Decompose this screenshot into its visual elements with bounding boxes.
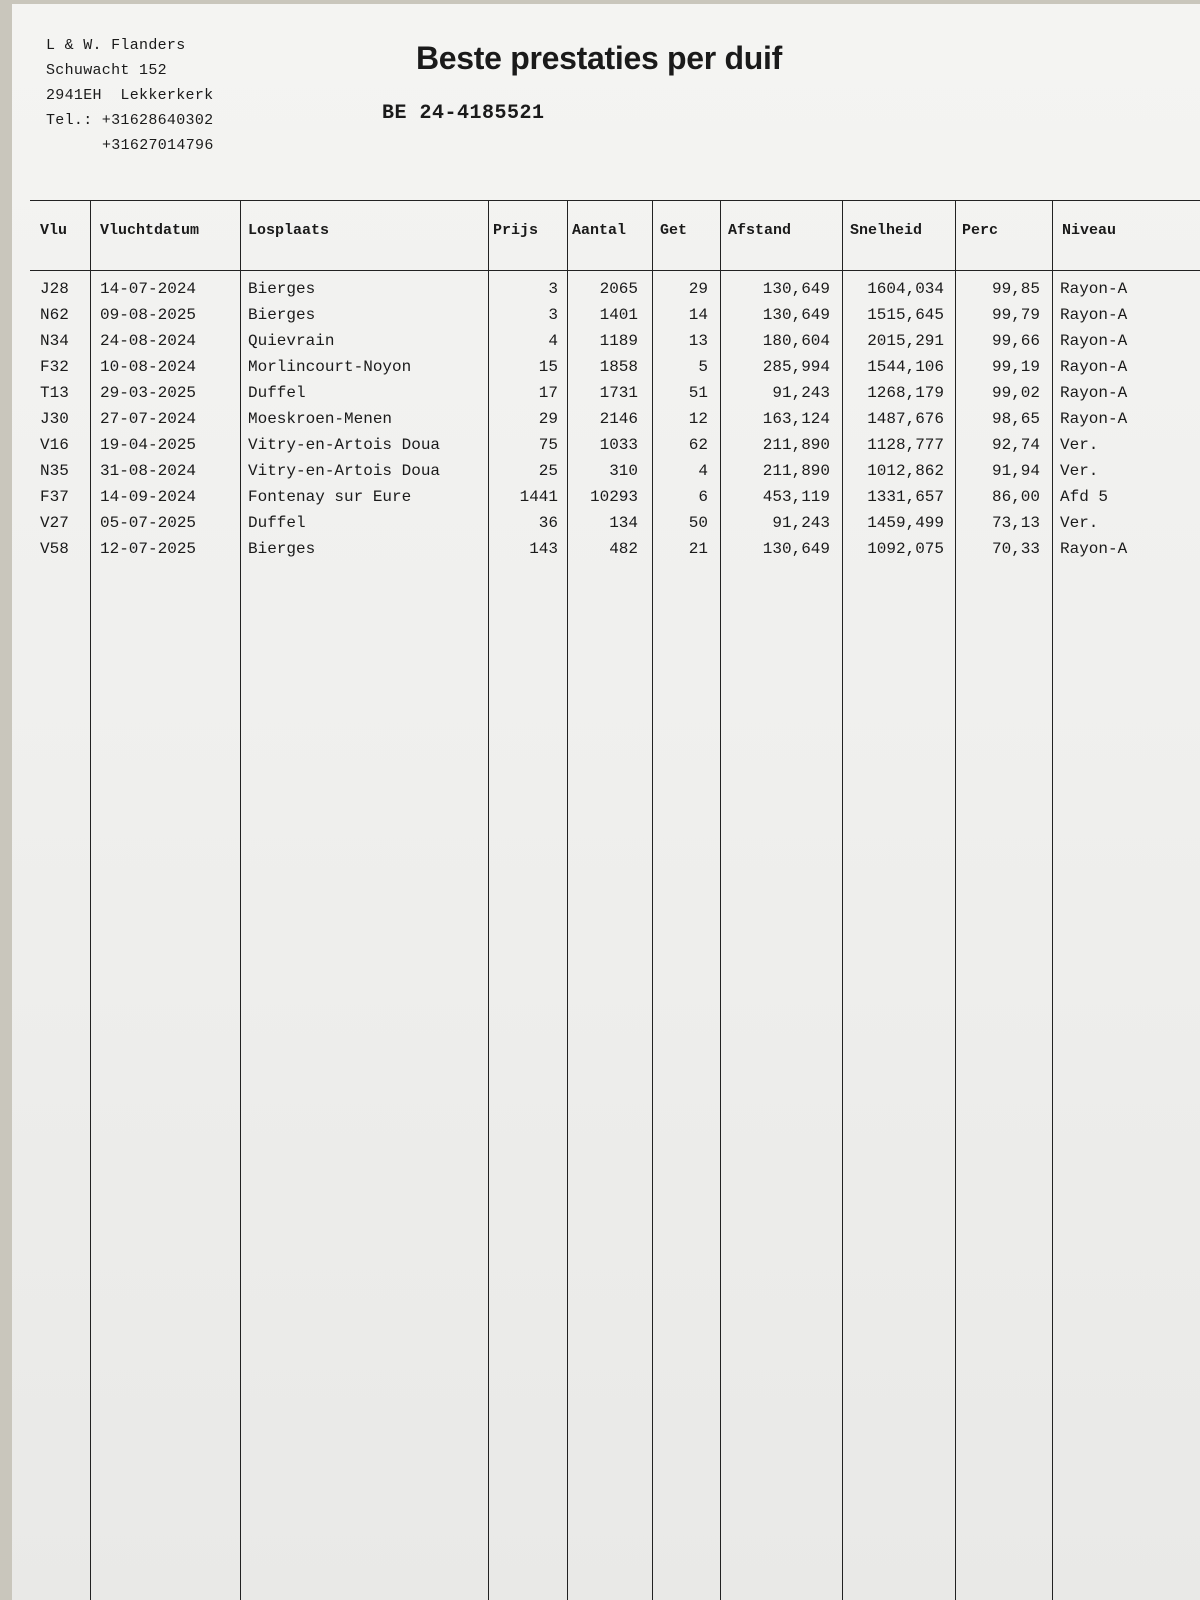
cell-afstand: 130,649	[762, 540, 830, 558]
cell-aantal: 310	[609, 462, 638, 480]
cell-aantal: 1401	[599, 306, 638, 324]
table-row	[30, 406, 1200, 432]
cell-afstand: 453,119	[762, 488, 830, 506]
cell-snelheid: 1128,777	[867, 436, 944, 454]
cell-perc: 73,13	[991, 514, 1040, 532]
cell-vlu: V16	[40, 436, 69, 454]
cell-snelheid: 1604,034	[867, 280, 944, 298]
cell-prijs: 29	[538, 410, 558, 428]
cell-afstand: 211,890	[762, 436, 830, 454]
cell-get: 6	[698, 488, 708, 506]
sender-address	[46, 33, 214, 158]
cell-afstand: 163,124	[762, 410, 830, 428]
cell-aantal: 134	[609, 514, 638, 532]
cell-prijs: 36	[538, 514, 558, 532]
cell-get: 29	[688, 280, 708, 298]
cell-perc: 86,00	[991, 488, 1040, 506]
cell-aantal: 1189	[599, 332, 638, 350]
cell-vlu: F32	[40, 358, 69, 376]
cell-niveau: Afd 5	[1060, 488, 1109, 506]
cell-niveau: Rayon-A	[1060, 280, 1128, 298]
cell-perc: 99,66	[991, 332, 1040, 350]
cell-prijs: 75	[538, 436, 558, 454]
cell-losplaats: Duffel	[248, 384, 306, 402]
cell-niveau: Rayon-A	[1060, 358, 1128, 376]
cell-perc: 99,02	[991, 384, 1040, 402]
cell-get: 13	[688, 332, 708, 350]
cell-aantal: 1033	[599, 436, 638, 454]
header-vluchtdatum: Vluchtdatum	[100, 222, 200, 239]
table-row	[30, 354, 1200, 380]
cell-snelheid: 1515,645	[867, 306, 944, 324]
cell-losplaats: Vitry-en-Artois Doua	[248, 436, 441, 454]
table-row	[30, 458, 1200, 484]
cell-prijs: 17	[538, 384, 558, 402]
cell-perc: 91,94	[991, 462, 1040, 480]
cell-get: 50	[688, 514, 708, 532]
header-rule	[30, 270, 1200, 271]
cell-date: 24-08-2024	[100, 332, 197, 350]
table-row	[30, 380, 1200, 406]
cell-perc: 92,74	[991, 436, 1040, 454]
cell-niveau: Rayon-A	[1060, 306, 1128, 324]
header-snelheid: Snelheid	[850, 222, 923, 239]
table-row	[30, 510, 1200, 536]
sender-phone-2: +31627014796	[102, 137, 214, 154]
cell-prijs: 25	[538, 462, 558, 480]
cell-niveau: Rayon-A	[1060, 410, 1128, 428]
header-afstand: Afstand	[728, 222, 792, 239]
cell-snelheid: 1487,676	[867, 410, 944, 428]
table-row	[30, 302, 1200, 328]
cell-perc: 99,85	[991, 280, 1040, 298]
cell-aantal: 1858	[599, 358, 638, 376]
cell-losplaats: Quievrain	[248, 332, 335, 350]
cell-snelheid: 2015,291	[867, 332, 944, 350]
sender-name: L & W. Flanders	[46, 37, 186, 54]
cell-niveau: Rayon-A	[1060, 540, 1128, 558]
cell-vlu: F37	[40, 488, 69, 506]
cell-afstand: 91,243	[772, 514, 830, 532]
cell-niveau: Ver.	[1060, 436, 1099, 454]
cell-snelheid: 1459,499	[867, 514, 944, 532]
cell-date: 29-03-2025	[100, 384, 197, 402]
cell-losplaats: Bierges	[248, 280, 316, 298]
cell-perc: 98,65	[991, 410, 1040, 428]
header-prijs: Prijs	[493, 222, 539, 239]
cell-losplaats: Morlincourt-Noyon	[248, 358, 412, 376]
header-get: Get	[660, 222, 688, 239]
cell-afstand: 130,649	[762, 280, 830, 298]
cell-losplaats: Bierges	[248, 540, 316, 558]
sender-city: 2941EH Lekkerkerk	[46, 87, 214, 104]
cell-date: 14-09-2024	[100, 488, 197, 506]
cell-aantal: 482	[609, 540, 638, 558]
cell-snelheid: 1012,862	[867, 462, 944, 480]
cell-date: 14-07-2024	[100, 280, 197, 298]
cell-vlu: V27	[40, 514, 69, 532]
cell-vlu: J28	[40, 280, 69, 298]
cell-prijs: 1441	[519, 488, 558, 506]
cell-date: 27-07-2024	[100, 410, 197, 428]
sender-phone: Tel.: +31628640302	[46, 112, 214, 129]
cell-vlu: V58	[40, 540, 69, 558]
cell-date: 12-07-2025	[100, 540, 197, 558]
cell-snelheid: 1331,657	[867, 488, 944, 506]
cell-vlu: T13	[40, 384, 69, 402]
cell-losplaats: Moeskroen-Menen	[248, 410, 393, 428]
cell-vlu: J30	[40, 410, 69, 428]
cell-perc: 99,79	[991, 306, 1040, 324]
cell-aantal: 1731	[599, 384, 638, 402]
cell-prijs: 143	[529, 540, 558, 558]
cell-perc: 99,19	[991, 358, 1040, 376]
cell-perc: 70,33	[991, 540, 1040, 558]
cell-niveau: Ver.	[1060, 514, 1099, 532]
table-row	[30, 536, 1200, 562]
cell-prijs: 4	[548, 332, 558, 350]
cell-losplaats: Duffel	[248, 514, 306, 532]
cell-aantal: 2065	[599, 280, 638, 298]
cell-aantal: 10293	[589, 488, 638, 506]
table-row	[30, 432, 1200, 458]
cell-date: 31-08-2024	[100, 462, 197, 480]
cell-date: 10-08-2024	[100, 358, 197, 376]
cell-losplaats: Bierges	[248, 306, 316, 324]
cell-get: 14	[688, 306, 708, 324]
cell-snelheid: 1092,075	[867, 540, 944, 558]
cell-afstand: 285,994	[762, 358, 830, 376]
cell-afstand: 130,649	[762, 306, 830, 324]
cell-snelheid: 1544,106	[867, 358, 944, 376]
cell-losplaats: Vitry-en-Artois Doua	[248, 462, 441, 480]
cell-vlu: N34	[40, 332, 69, 350]
cell-snelheid: 1268,179	[867, 384, 944, 402]
header-aantal: Aantal	[572, 222, 627, 239]
ring-number: BE 24-4185521	[382, 102, 545, 125]
cell-get: 5	[698, 358, 708, 376]
cell-date: 19-04-2025	[100, 436, 197, 454]
cell-prijs: 3	[548, 280, 558, 298]
table-top-rule	[30, 200, 1200, 201]
table-row	[30, 328, 1200, 354]
cell-niveau: Rayon-A	[1060, 332, 1128, 350]
table-row	[30, 276, 1200, 302]
results-table	[30, 200, 1200, 1600]
header-perc: Perc	[962, 222, 999, 239]
cell-get: 62	[688, 436, 708, 454]
cell-niveau: Rayon-A	[1060, 384, 1128, 402]
cell-date: 05-07-2025	[100, 514, 197, 532]
cell-afstand: 211,890	[762, 462, 830, 480]
cell-date: 09-08-2025	[100, 306, 197, 324]
cell-aantal: 2146	[599, 410, 638, 428]
cell-get: 4	[698, 462, 708, 480]
header-losplaats: Losplaats	[248, 222, 330, 239]
cell-afstand: 180,604	[762, 332, 830, 350]
header-niveau: Niveau	[1062, 222, 1117, 239]
cell-get: 51	[688, 384, 708, 402]
cell-niveau: Ver.	[1060, 462, 1099, 480]
table-row	[30, 484, 1200, 510]
cell-get: 12	[688, 410, 708, 428]
page-title: Beste prestaties per duif	[416, 40, 782, 76]
cell-prijs: 15	[538, 358, 558, 376]
sender-street: Schuwacht 152	[46, 62, 167, 79]
cell-vlu: N62	[40, 306, 69, 324]
header-vlu: Vlu	[40, 222, 68, 239]
cell-losplaats: Fontenay sur Eure	[248, 488, 412, 506]
cell-get: 21	[688, 540, 708, 558]
cell-prijs: 3	[548, 306, 558, 324]
cell-afstand: 91,243	[772, 384, 830, 402]
cell-vlu: N35	[40, 462, 69, 480]
